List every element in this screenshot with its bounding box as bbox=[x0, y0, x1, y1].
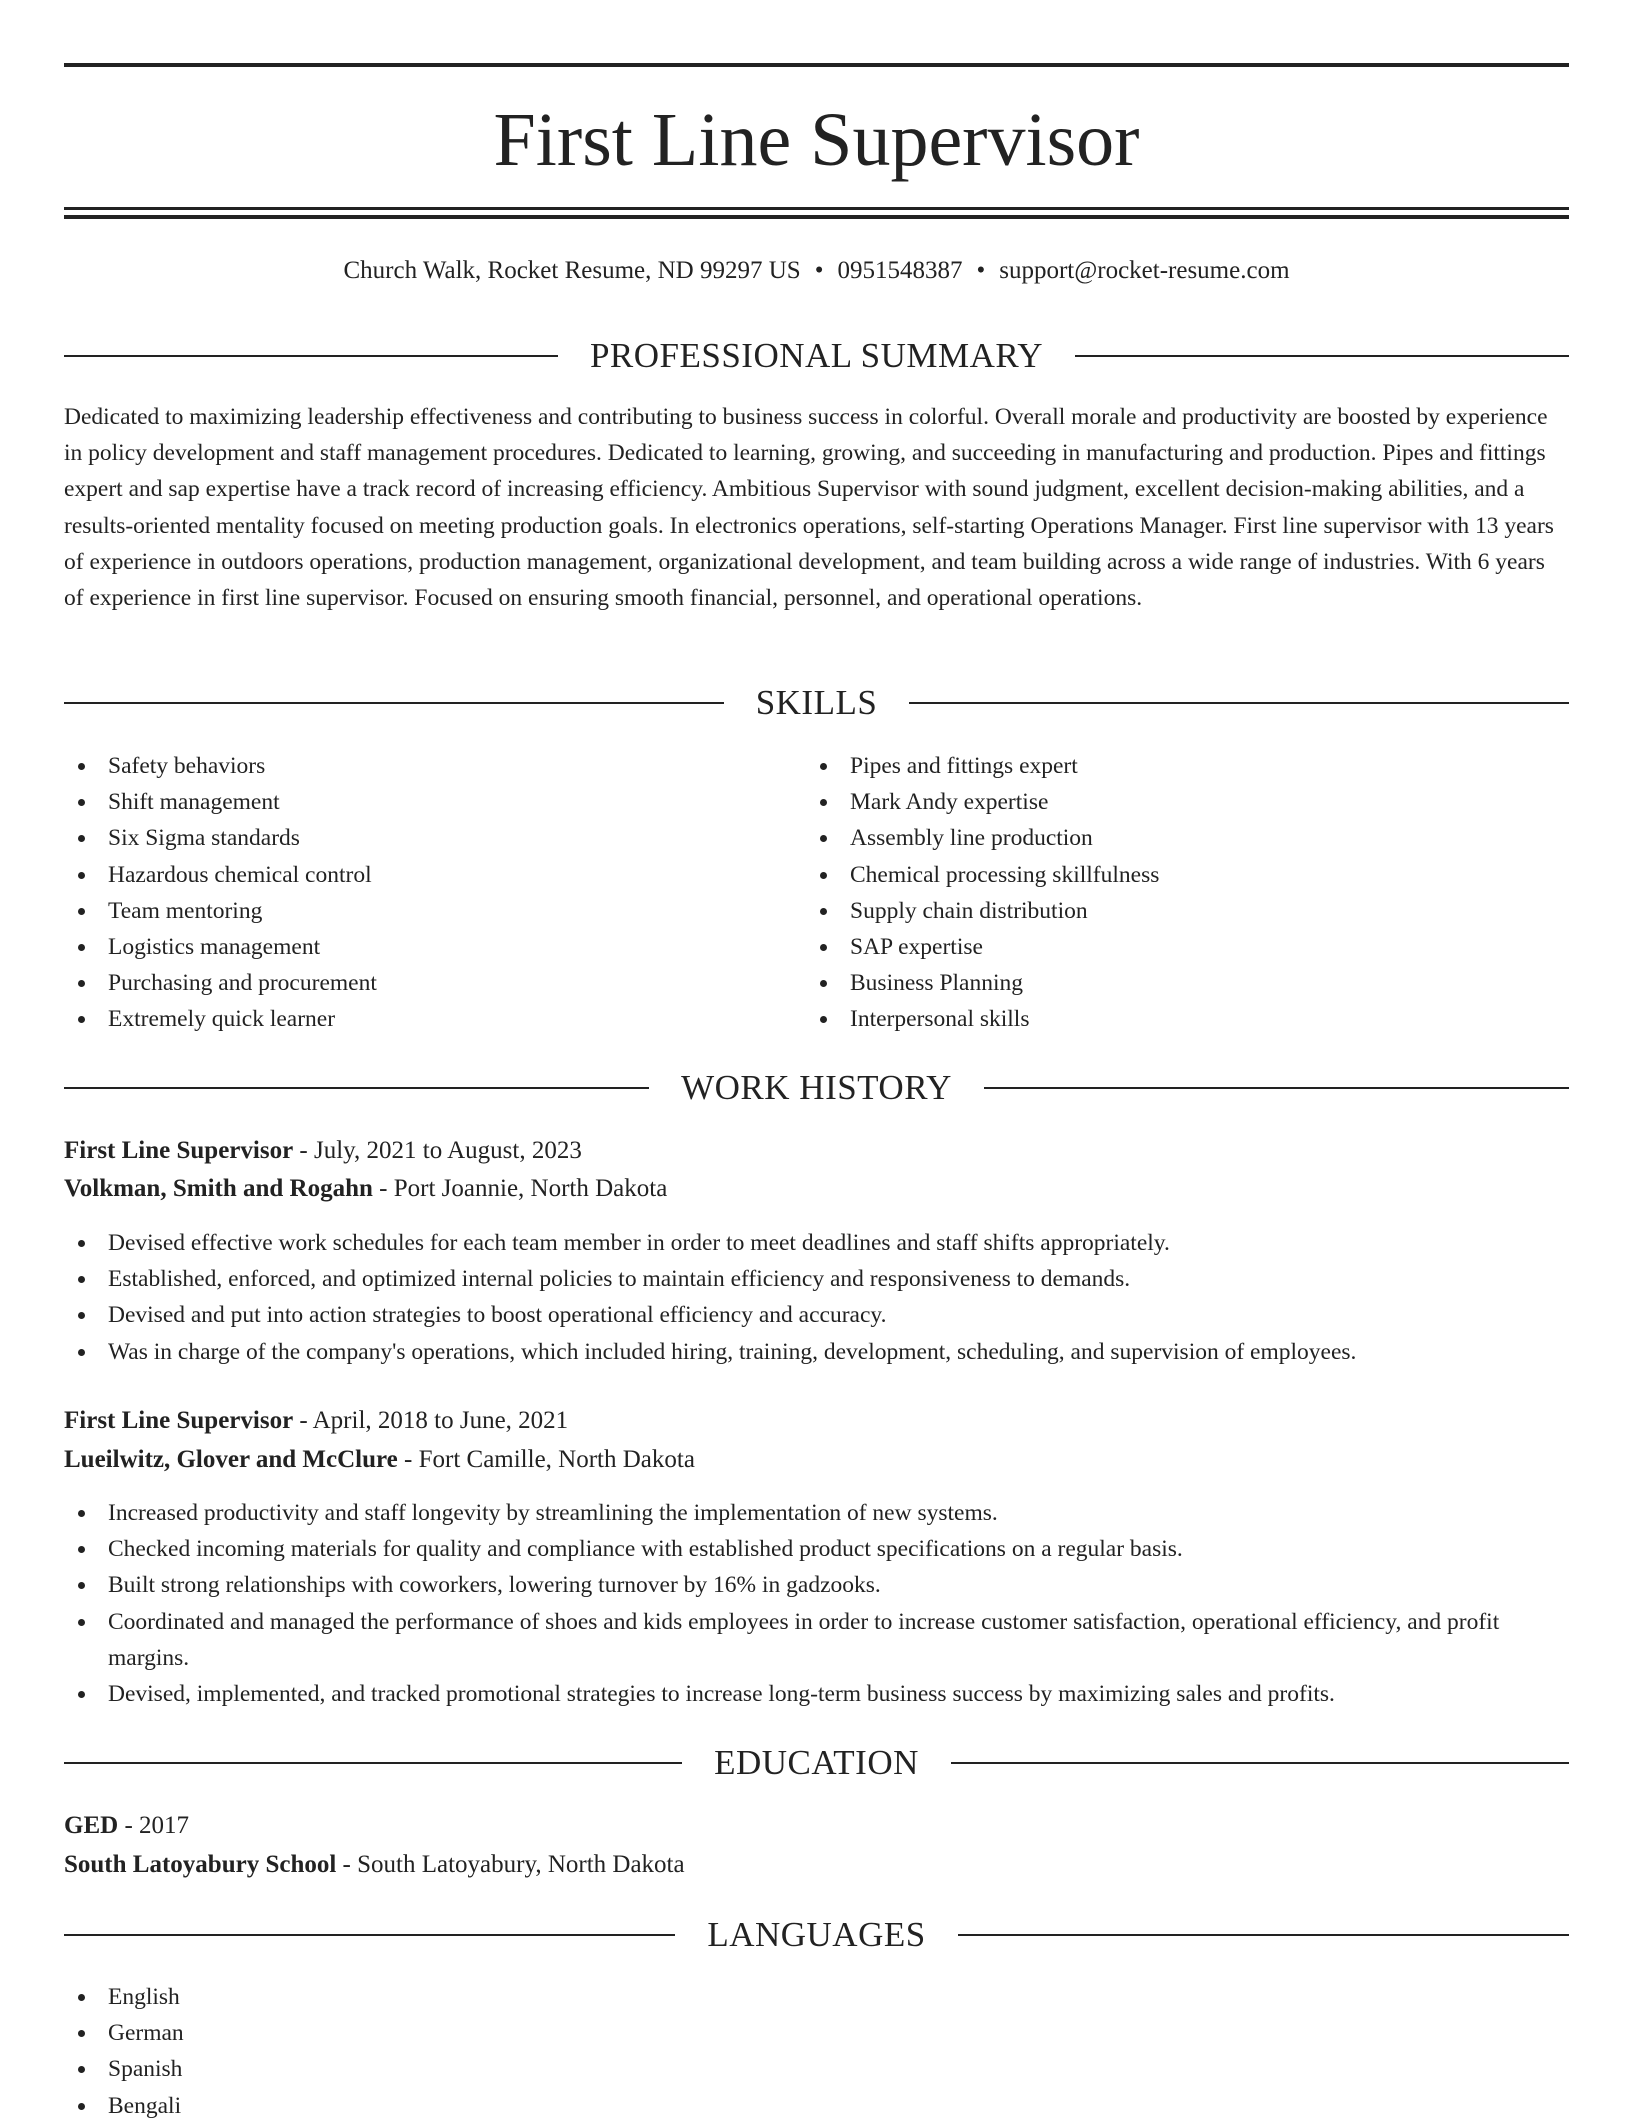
skill-item: Interpersonal skills bbox=[806, 1001, 1506, 1037]
job-bullet: Devised and put into action strategies to boost operational efficiency and accuracy. bbox=[64, 1297, 1569, 1333]
page-title: First Line Supervisor bbox=[493, 98, 1140, 182]
education-degree-line bbox=[64, 1807, 1569, 1845]
summary-text: Dedicated to maximizing leadership effectiveness and contributing to business success in colorful. Overall morale and productivity are boosted by experience in policy development and staff management procedures. Dedicated to learning, growing, and succeeding in manufacturing and production. Pipes and fittings expert and sap expertise have a track record of increasing efficiency. Ambitious Supervisor with sound judgment, excellent decision-making abilities, and a results-oriented mentality focused on meeting production goals. In electronics operations, self-starting Operations Manager. First line supervisor with 13 years of experience in outdoors operations, production management, organizational development, and team building across a wide range of industries. With 6 years of experience in first line supervisor. Focused on ensuring smooth financial, personnel, and operational operations. bbox=[64, 404, 1554, 612]
section-title: LANGUAGES bbox=[707, 1915, 926, 1954]
job-bullet: Increased productivity and staff longevity by streamlining the implementation of new systems. bbox=[64, 1495, 1569, 1531]
skill-item: Pipes and fittings expert bbox=[806, 748, 1506, 784]
job-bullets bbox=[64, 1225, 1569, 1370]
section-heading-skills bbox=[64, 681, 1569, 725]
job-bullet: Devised effective work schedules for each team member in order to meet deadlines and staff shifts appropriately. bbox=[64, 1225, 1569, 1261]
contact-address: Church Walk, Rocket Resume, ND 99297 US bbox=[343, 257, 801, 284]
contact-line bbox=[64, 253, 1569, 289]
education-year: - 2017 bbox=[118, 1812, 190, 1839]
job-bullet: Established, enforced, and optimized internal policies to maintain efficiency and responsiveness to demands. bbox=[64, 1261, 1569, 1297]
section-heading-work bbox=[64, 1066, 1569, 1110]
skill-item: Assembly line production bbox=[806, 820, 1506, 856]
section-heading-education bbox=[64, 1741, 1569, 1785]
heading-rule bbox=[909, 702, 1569, 704]
heading-rule bbox=[64, 702, 724, 704]
language-item: Spanish bbox=[64, 2051, 1569, 2087]
language-item: German bbox=[64, 2015, 1569, 2051]
section-title: SKILLS bbox=[755, 683, 878, 722]
job-dates: - April, 2018 to June, 2021 bbox=[293, 1407, 569, 1434]
job-bullet: Coordinated and managed the performance of shoes and kids employees in order to increase customer satisfaction, operational efficiency, and profit margins. bbox=[64, 1604, 1569, 1676]
job-company: Lueilwitz, Glover and McClure bbox=[64, 1446, 398, 1473]
section-title: PROFESSIONAL SUMMARY bbox=[589, 336, 1044, 375]
job-bullets bbox=[64, 1495, 1569, 1712]
heading-rule bbox=[958, 1934, 1569, 1936]
skills-list-right bbox=[806, 748, 1506, 1038]
heading-rule bbox=[1075, 355, 1569, 357]
heading-rule bbox=[64, 1087, 649, 1089]
job-title: First Line Supervisor bbox=[64, 1137, 294, 1164]
header-double-rule bbox=[64, 207, 1569, 219]
skill-item: Business Planning bbox=[806, 965, 1506, 1001]
contact-phone: 0951548387 bbox=[837, 257, 963, 284]
heading-rule bbox=[64, 1762, 682, 1764]
job-dates: - July, 2021 to August, 2023 bbox=[293, 1137, 582, 1164]
skill-item: Extremely quick learner bbox=[64, 1001, 764, 1037]
section-heading-languages bbox=[64, 1913, 1569, 1957]
heading-rule bbox=[951, 1762, 1569, 1764]
skill-item: SAP expertise bbox=[806, 929, 1506, 965]
skill-item: Mark Andy expertise bbox=[806, 784, 1506, 820]
job-company-line bbox=[64, 1441, 1569, 1479]
skill-item: Purchasing and procurement bbox=[64, 965, 764, 1001]
skill-item: Supply chain distribution bbox=[806, 893, 1506, 929]
job-bullet: Was in charge of the company's operations, which included hiring, training, development, scheduling, and supervision of employees. bbox=[64, 1334, 1569, 1370]
language-item: Bengali bbox=[64, 2088, 1569, 2124]
job-bullet: Built strong relationships with coworkers, lowering turnover by 16% in gadzooks. bbox=[64, 1567, 1569, 1603]
job-company-line bbox=[64, 1170, 1569, 1208]
job-location: - Port Joannie, North Dakota bbox=[372, 1175, 668, 1202]
language-item: English bbox=[64, 1979, 1569, 2015]
skill-item: Chemical processing skillfulness bbox=[806, 857, 1506, 893]
skill-item: Hazardous chemical control bbox=[64, 857, 764, 893]
section-title: WORK HISTORY bbox=[681, 1068, 952, 1107]
section-heading-summary bbox=[64, 334, 1569, 378]
heading-rule bbox=[984, 1087, 1569, 1089]
job-bullet: Checked incoming materials for quality and compliance with established product specifications on a regular basis. bbox=[64, 1531, 1569, 1567]
section-title: EDUCATION bbox=[714, 1743, 919, 1782]
job-location: - Fort Camille, North Dakota bbox=[397, 1446, 695, 1473]
job-bullet: Devised, implemented, and tracked promotional strategies to increase long-term business success by maximizing sales and profits. bbox=[64, 1676, 1569, 1712]
education-school-line bbox=[64, 1846, 1569, 1884]
skill-item: Shift management bbox=[64, 784, 764, 820]
job-title: First Line Supervisor bbox=[64, 1407, 294, 1434]
skill-item: Six Sigma standards bbox=[64, 820, 764, 856]
heading-rule bbox=[64, 355, 558, 357]
header-top-rule bbox=[64, 63, 1569, 67]
skill-item: Logistics management bbox=[64, 929, 764, 965]
education-school: South Latoyabury School bbox=[64, 1851, 337, 1878]
skill-item: Safety behaviors bbox=[64, 748, 764, 784]
education-location: - South Latoyabury, North Dakota bbox=[336, 1851, 685, 1878]
job-company: Volkman, Smith and Rogahn bbox=[64, 1175, 373, 1202]
heading-rule bbox=[64, 1934, 675, 1936]
contact-separator: • bbox=[976, 257, 986, 284]
skill-item: Team mentoring bbox=[64, 893, 764, 929]
skills-list-left bbox=[64, 748, 764, 1038]
job-title-line bbox=[64, 1402, 1569, 1440]
education-degree: GED bbox=[64, 1812, 119, 1839]
languages-list bbox=[64, 1979, 1569, 2124]
contact-separator: • bbox=[814, 257, 824, 284]
contact-email[interactable]: support@rocket-resume.com bbox=[999, 257, 1290, 284]
job-title-line bbox=[64, 1132, 1569, 1170]
